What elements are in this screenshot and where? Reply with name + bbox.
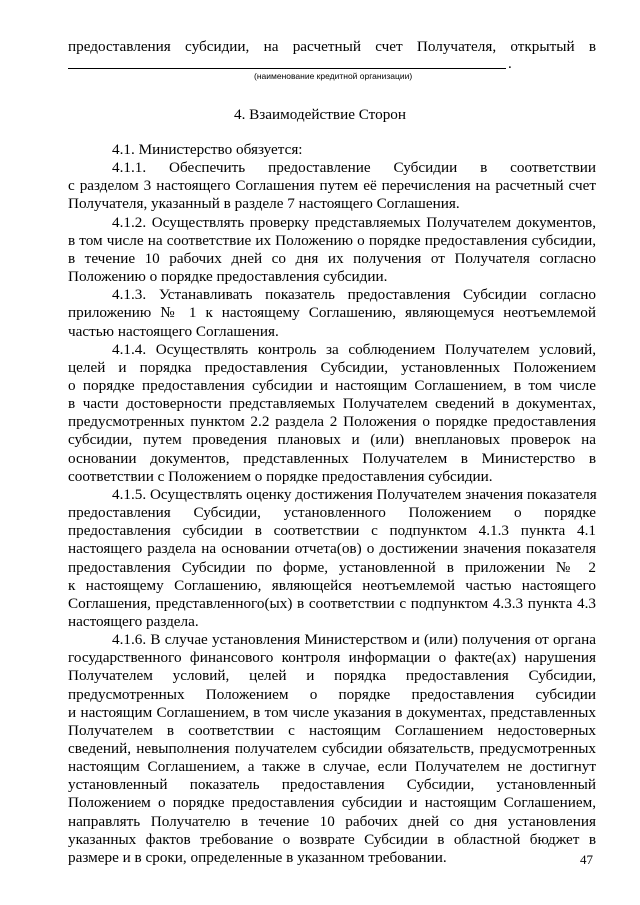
paragraph-6-line: настоящего раздела. — [68, 612, 199, 630]
paragraph-5-line: соответствии с Положением о порядке предоставления субсидии. — [68, 467, 493, 485]
underline-dot: . — [508, 56, 512, 72]
paragraph-3-line: в течение 10 рабочих дней со дня их получения от Получателя согласно — [68, 249, 596, 267]
paragraph-7-line: размере и в сроки, определенные в указанном требовании. — [68, 848, 447, 866]
paragraph-7-line: Положением о порядке предоставления субсидии и настоящим Соглашением, — [68, 794, 596, 812]
paragraph-7-line: Получателем в соответствии с настоящим Соглашением недостоверных — [68, 721, 596, 739]
paragraph-5-line: субсидии, путем проведения плановых и (или) внеплановых проверок на — [68, 431, 596, 449]
paragraph-6-line: 4.1.5. Осуществлять оценку достижения Получателем значения показателя — [112, 485, 597, 503]
paragraph-7-line: 4.1.6. В случае установления Министерством и (или) получения от органа — [112, 631, 596, 648]
bank-name-underline — [68, 68, 506, 69]
paragraph-4-line: частью настоящего Соглашения. — [68, 322, 279, 340]
paragraph-7-line: настоящим Соглашением, а также в случае, если Получателем не достигнут — [68, 758, 596, 776]
paragraph-3-line: Положению о порядке предоставления субсидии. — [68, 268, 388, 285]
paragraph-6-line: Соглашения, представленного(ых) в соответствии с подпунктом 4.3.3 пункта 4.3 — [68, 594, 596, 612]
paragraph-6-line: к настоящему Соглашению, являющейся неотъемлемой частью настоящего — [68, 576, 596, 594]
paragraph-7-line: предусмотренных Положением о порядке предоставления субсидии — [68, 685, 596, 703]
paragraph-6-line: предоставления Субсидии, установленного Положением о порядке — [68, 504, 596, 521]
top-line: предоставления субсидии, на расчетный счет Получателя, открытый в — [68, 38, 596, 55]
underline-caption: (наименование кредитной организации) — [254, 71, 413, 81]
paragraph-2-line: Получателя, указанный в разделе 7 настоящего Соглашения. — [68, 195, 460, 213]
paragraph-5-line: целей и порядка предоставления Субсидии, установленных Положением — [68, 358, 596, 376]
paragraph-2-line: с разделом 3 настоящего Соглашения путем её перечисления на расчетный счет — [68, 177, 596, 195]
paragraph-5-line: о порядке предоставления субсидии и настоящим Соглашением, в том числе — [68, 376, 596, 394]
paragraph-4-line: 4.1.3. Устанавливать показатель предоставления Субсидии согласно — [112, 286, 596, 304]
paragraph-7-line: установленный показатель предоставления Субсидии, установленный — [68, 776, 596, 794]
paragraph-7-line: Получателем условий, целей и порядка предоставления Субсидии, — [68, 667, 596, 685]
paragraph-6-line: предоставления Субсидии по форме, установленной в приложении № 2 — [68, 558, 596, 576]
paragraph-6-line: предоставления субсидии в соответствии с подпунктом 4.1.3 пункта 4.1 — [68, 522, 596, 540]
paragraph-5-line: основании документов, представленных Получателем в Министерство в — [68, 449, 596, 467]
paragraph-4-line: приложению № 1 к настоящему Соглашению, являющемуся неотъемлемой — [68, 304, 596, 322]
paragraph-6-line: настоящего раздела на основании отчета(ов) о достижении значения показателя — [68, 540, 596, 558]
paragraph-1-line: 4.1. Министерство обязуется: — [112, 141, 303, 158]
section-title: 4. Взаимодействие Сторон — [233, 106, 407, 123]
paragraph-3-line: в том числе на соответствие их Положению о порядке предоставления субсидии, — [68, 231, 596, 249]
paragraph-7-line: направлять Получателю в течение 10 рабочих дней со дня установления — [68, 812, 596, 830]
paragraph-7-line: указанных фактов требование о возврате Субсидии в областной бюджет в — [68, 830, 596, 848]
paragraph-3-line: 4.1.2. Осуществлять проверку представляемых Получателем документов, — [112, 213, 596, 231]
paragraph-5-line: в части достоверности представляемых Получателем сведений в документах, — [68, 395, 596, 413]
page-number: 47 — [580, 852, 593, 867]
paragraph-7-line: сведений, невыполнения получателем субсидии обязательств, предусмотренных — [68, 739, 596, 757]
paragraph-7-line: и настоящим Соглашением, в том числе указания в документах, представленных — [68, 703, 596, 721]
paragraph-7-line: государственного финансового контроля информации о факте(ах) нарушения — [68, 649, 596, 667]
paragraph-2-line: 4.1.1. Обеспечить предоставление Субсидии в соответствии — [112, 159, 596, 177]
paragraph-5-line: 4.1.4. Осуществлять контроль за соблюдением Получателем условий, — [112, 340, 596, 358]
paragraph-5-line: предусмотренных пунктом 2.2 раздела 2 Положения о порядке предоставления — [68, 413, 596, 431]
